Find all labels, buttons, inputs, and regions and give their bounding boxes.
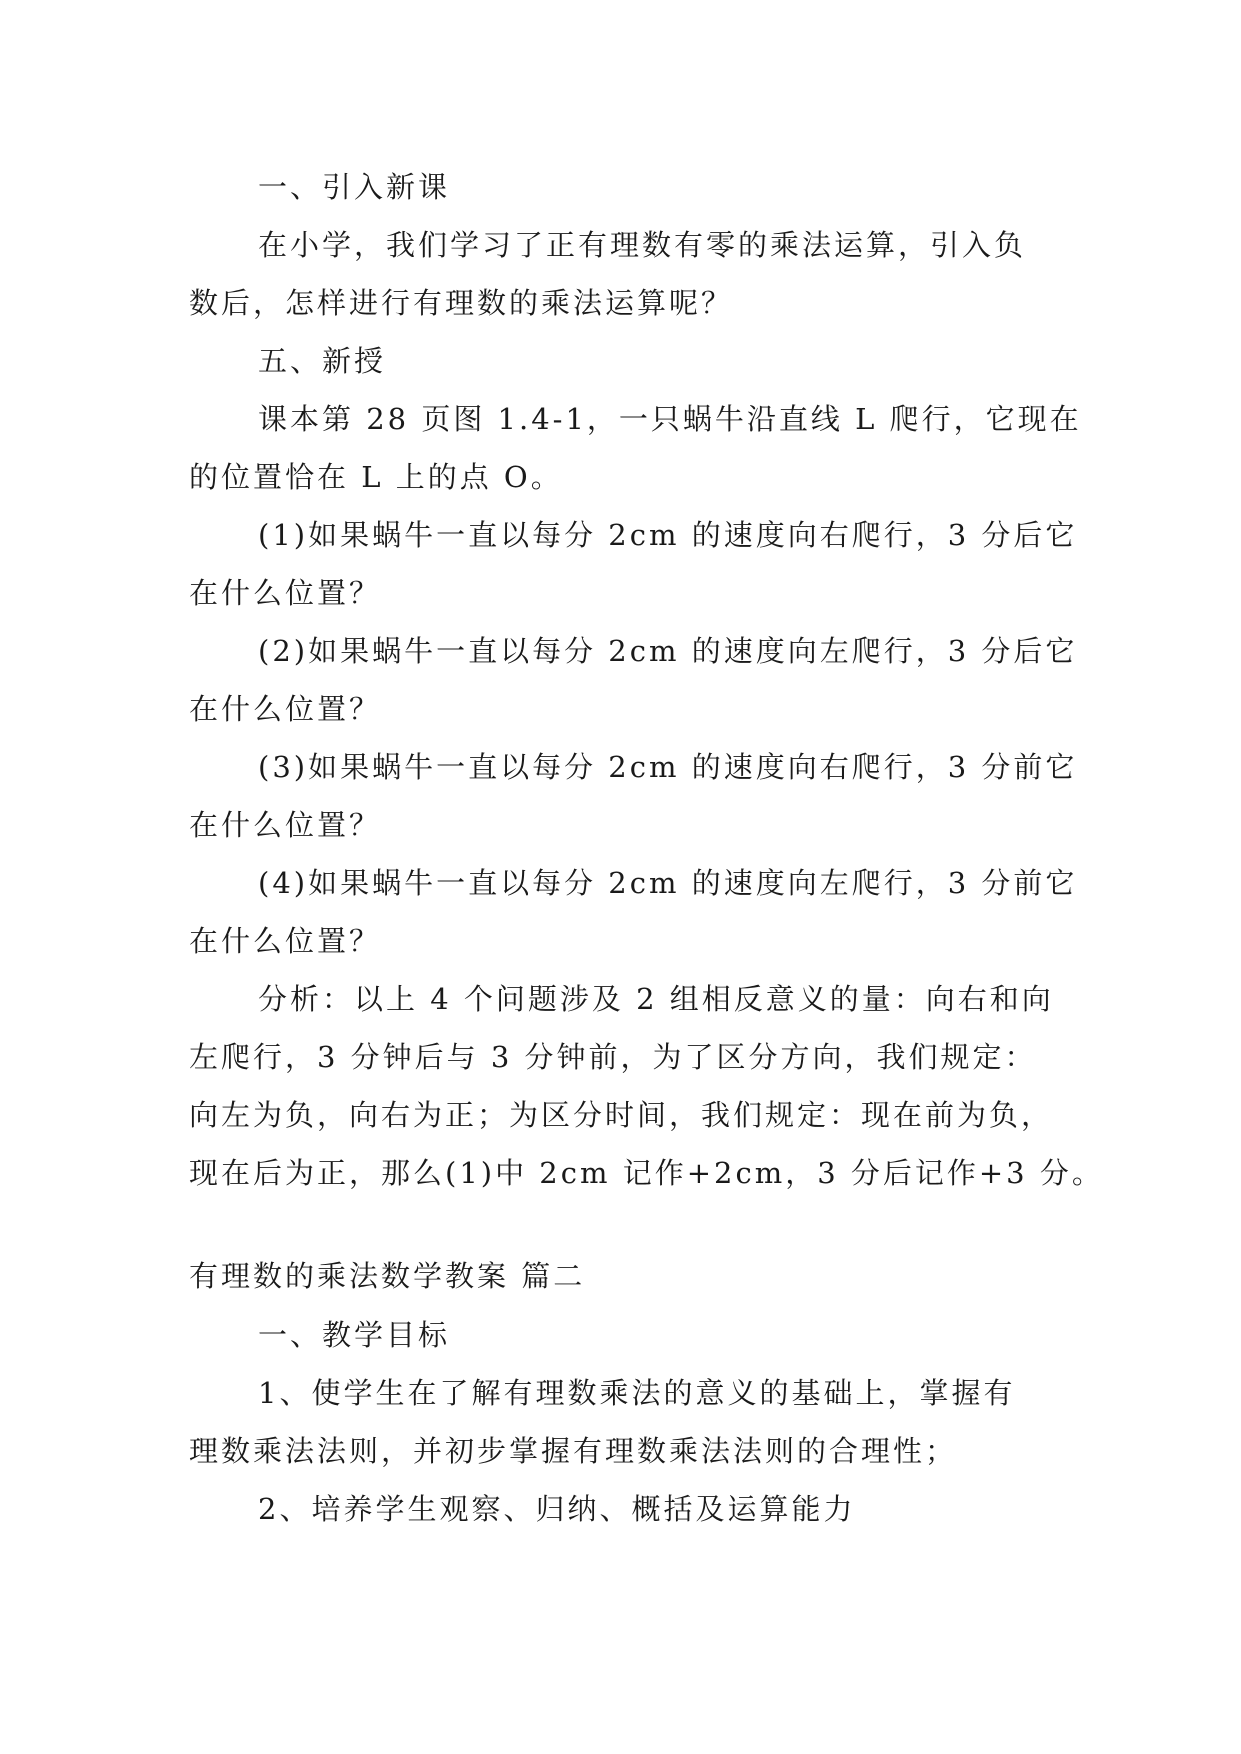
- question-line: 在什么位置？: [189, 576, 382, 610]
- document-title-part-two: 有理数的乘法数学教案 篇二: [189, 1259, 586, 1293]
- goal-line: 2、培养学生观察、归纳、概括及运算能力: [258, 1492, 856, 1526]
- question-line: (2)如果蜗牛一直以每分 2cm 的速度向左爬行，3 分后它: [258, 634, 1078, 668]
- analysis-line: 分析：以上 4 个问题涉及 2 组相反意义的量：向右和向: [258, 982, 1054, 1016]
- paragraph-line: 课本第 28 页图 1.4-1，一只蜗牛沿直线 L 爬行，它现在: [258, 402, 1082, 436]
- question-line: 在什么位置？: [189, 692, 382, 726]
- question-line: 在什么位置？: [189, 808, 382, 842]
- section-heading-intro: 一、引入新课: [258, 170, 451, 204]
- paragraph-line: 数后，怎样进行有理数的乘法运算呢？: [189, 286, 734, 320]
- analysis-line: 现在后为正，那么(1)中 2cm 记作+2cm，3 分后记作+3 分。: [189, 1156, 1104, 1190]
- paragraph-line: 在小学，我们学习了正有理数有零的乘法运算，引入负: [258, 228, 1027, 262]
- paragraph-line: 的位置恰在 L 上的点 O。: [189, 460, 563, 494]
- analysis-line: 向左为负，向右为正；为区分时间，我们规定：现在前为负，: [189, 1098, 1054, 1132]
- question-line: (1)如果蜗牛一直以每分 2cm 的速度向右爬行，3 分后它: [258, 518, 1078, 552]
- question-line: (4)如果蜗牛一直以每分 2cm 的速度向左爬行，3 分前它: [258, 866, 1078, 900]
- section-heading-goals: 一、教学目标: [258, 1318, 451, 1352]
- question-line: 在什么位置？: [189, 924, 382, 958]
- section-heading-new-lesson: 五、新授: [258, 344, 387, 378]
- goal-line: 1、使学生在了解有理数乘法的意义的基础上，掌握有: [258, 1376, 1016, 1410]
- question-line: (3)如果蜗牛一直以每分 2cm 的速度向右爬行，3 分前它: [258, 750, 1078, 784]
- analysis-line: 左爬行，3 分钟后与 3 分钟前，为了区分方向，我们规定：: [189, 1040, 1037, 1074]
- goal-line: 理数乘法法则，并初步掌握有理数乘法法则的合理性；: [189, 1434, 958, 1468]
